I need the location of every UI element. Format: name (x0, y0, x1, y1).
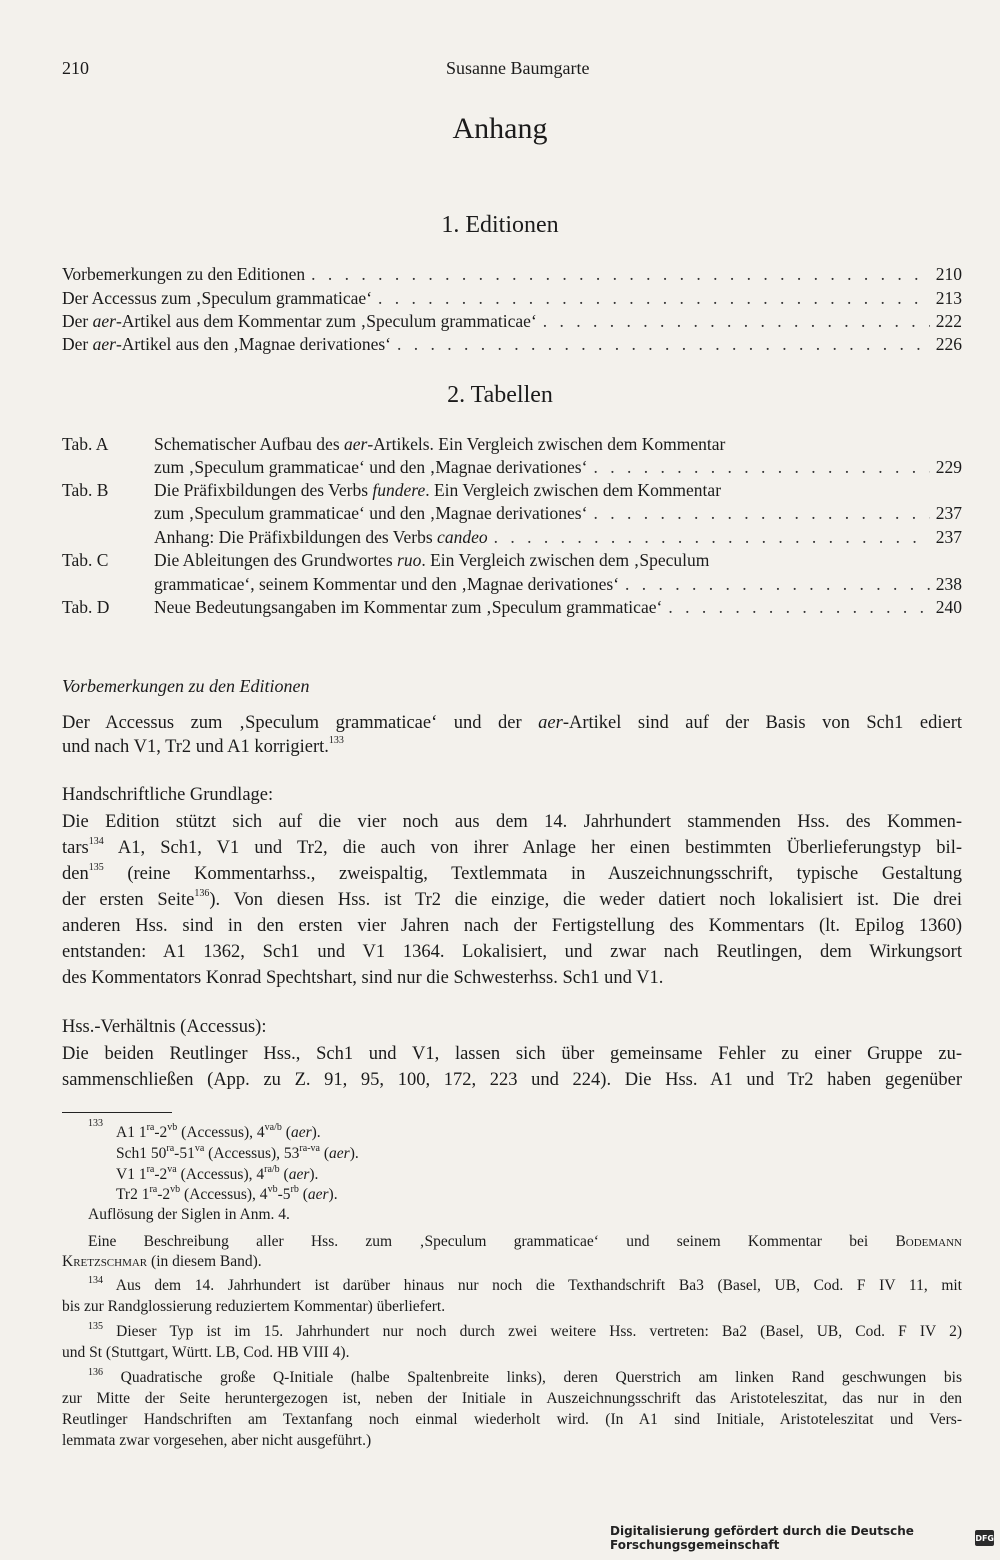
table-id: Tab. D (62, 597, 110, 617)
footnote-ref[interactable]: 135 (88, 862, 104, 873)
leader-dots (311, 264, 930, 285)
body-text-line: des Kommentators Konrad Spechtshart, sind nur die Schwesterhss. Sch1 und V1. (62, 968, 664, 988)
leader-dots (625, 574, 930, 595)
footer-credit: Digitalisierung gefördert durch die Deutsche Forschungsgemeinschaft (610, 1524, 914, 1552)
section-title: Vorbemerkungen zu den Editionen (62, 676, 310, 696)
body-text-line: Die Edition stützt sich auf die vier noch aus dem 14. Jahrhundert stammenden Hss. des Kommen- (62, 812, 962, 832)
table-id: Tab. C (62, 550, 109, 570)
footnote-siglum-line: A1 $1^{ra}-2^{vb}$ (Accessus), $4^{va/b}$ (aer). (116, 1122, 321, 1141)
table-entry-page: 237 (935, 503, 962, 523)
toc-entry-label: Vorbemerkungen zu den Editionen (62, 264, 306, 284)
footnote-number: 133 (88, 1118, 103, 1129)
footnote-text-line: Eine Beschreibung aller Hss. zum ‚Speculum grammaticae‘ und seinem Kommentar bei Bodemann (88, 1233, 962, 1250)
toc-entry[interactable] (62, 264, 962, 288)
footnote-text-line: $^{135}$ Dieser Typ ist im 15. Jahrhundert nur noch durch zwei weitere Hss. vertreten: Ba2 (Basel, UB, Cod. F IV 2) (88, 1321, 962, 1340)
footnote-number: 136 (88, 1367, 103, 1378)
toc-entry-label: Der aer-Artikel aus den ‚Magnae derivationes‘ (62, 334, 391, 354)
table-entry[interactable]: Anhang: Die Präfixbildungen des Verbs candeo . . . 237 (154, 527, 962, 551)
leader-dots (494, 527, 930, 548)
footnote-text-line: Reutlinger Handschriften am Textanfang noch einmal wiederholt wird. (In A1 sind Initiale, Aristoteleszitat und Vers- (62, 1411, 962, 1428)
footnote-text-line: Auflösung der Siglen in Anm. 4. (88, 1206, 290, 1223)
footnote-siglum-line: Sch1 $50^{ra}-51^{va}$ (Accessus), $53^{ra-va}$ (aer). (116, 1143, 359, 1162)
toc-entry-page: 213 (935, 288, 962, 308)
table-title-line: Die Präfixbildungen des Verbs fundere. Ein Vergleich zwischen dem Kommentar (154, 480, 722, 500)
subsection-heading: Hss.-Verhältnis (Accessus): (62, 1017, 267, 1037)
toc-entry-page: 222 (935, 311, 962, 331)
editions-heading: 1. Editionen (441, 212, 559, 238)
tables-heading: 2. Tabellen (447, 382, 553, 408)
table-entry[interactable]: zum ‚Speculum grammaticae‘ und den ‚Magnae derivationes‘ . . . 229 (154, 457, 962, 481)
running-header (62, 58, 962, 82)
footnote-text-line: und St (Stuttgart, Württ. LB, Cod. HB VIII 4). (62, 1344, 350, 1361)
footnote-ref[interactable]: 134 (88, 836, 104, 847)
footnote-ref[interactable]: 136 (194, 888, 210, 899)
toc-entry[interactable] (62, 334, 962, 358)
page-title: Anhang (452, 112, 548, 145)
body-text-line: der ersten Seite$^{136}$). Von diesen Hss. ist Tr2 die einzige, die weder datiert noch lokalisiert ist. Die drei (62, 888, 962, 910)
body-text-line: Die beiden Reutlinger Hss., Sch1 und V1, lassen sich über gemeinsame Fehler zu einer Gruppe zu- (62, 1044, 962, 1064)
footnote-rule (62, 1112, 172, 1113)
footnote-text-line: lemmata zwar vorgesehen, aber nicht ausgeführt.) (62, 1432, 372, 1449)
footnote-siglum-line: V1 $1^{ra}-2^{va}$ (Accessus), $4^{ra/b}$ (aer). (116, 1164, 319, 1183)
table-entry-page: 237 (935, 527, 962, 547)
toc-entry[interactable] (62, 288, 962, 312)
table-entry-page: 240 (935, 597, 962, 617)
footnote-number: 134 (88, 1275, 103, 1286)
leader-dots (593, 503, 929, 524)
toc-entry-page: 226 (935, 334, 962, 354)
dfg-logo-icon: DFG (975, 1530, 994, 1546)
table-title-line: Die Ableitungen des Grundwortes ruo. Ein Vergleich zwischen dem ‚Speculum (154, 550, 710, 570)
subsection-heading: Handschriftliche Grundlage: (62, 785, 274, 805)
body-text-line: Der Accessus zum ‚Speculum grammaticae‘ und der aer-Artikel sind auf der Basis von Sch1 ediert (62, 713, 962, 733)
table-entry-page: 238 (935, 574, 962, 594)
table-entry[interactable]: grammaticae‘, seinem Kommentar und den ‚Magnae derivationes‘ . . . 238 (154, 574, 962, 598)
footnote-text-line: bis zur Randglossierung reduziertem Kommentar) überliefert. (62, 1298, 446, 1315)
body-text-line: tars$^{134}$ A1, Sch1, V1 und Tr2, die auch von ihrer Anlage her einen bestimmten Überlieferungstyp bil- (62, 836, 962, 858)
body-text-line: und nach V1, Tr2 und A1 korrigiert.$^{133}$ (62, 735, 344, 757)
leader-dots (543, 311, 930, 332)
table-id: Tab. A (62, 434, 109, 454)
toc-entry-label: Der Accessus zum ‚Speculum grammaticae‘ (62, 288, 373, 308)
table-entry[interactable]: zum ‚Speculum grammaticae‘ und den ‚Magnae derivationes‘ . . . 237 (154, 503, 962, 527)
table-entry[interactable]: Neue Bedeutungsangaben im Kommentar zum ‚Speculum grammaticae‘ . . . 240 (154, 597, 962, 621)
digitization-footer (610, 1526, 1000, 1550)
footnote-text-line: $^{136}$ Quadratische große Q-Initiale (halbe Spaltenbreite links), deren Querstrich am linken Rand geschwungen bis (88, 1367, 962, 1386)
toc-entry[interactable] (62, 311, 962, 335)
toc-entry-page: 210 (935, 264, 962, 284)
footnote-text-line: Kretzschmar (in diesem Band). (62, 1253, 262, 1270)
leader-dots (397, 334, 930, 355)
footnote-text-line: zur Mitte der Seite heruntergezogen ist, neben der Initiale in Auszeichnungsschrift das Aristoteleszitat, das nur in den (62, 1390, 962, 1407)
table-title-line: Schematischer Aufbau des aer-Artikels. Ein Vergleich zwischen dem Kommentar (154, 434, 726, 454)
leader-dots (593, 457, 929, 478)
table-entry-page: 229 (935, 457, 962, 477)
footnote-siglum-line: Tr2 $1^{ra}-2^{vb}$ (Accessus), $4^{vb}-5^{rb}$ (aer). (116, 1184, 338, 1203)
toc-entry-label: Der aer-Artikel aus dem Kommentar zum ‚Speculum grammaticae‘ (62, 311, 537, 331)
footnote-ref[interactable]: 133 (328, 735, 344, 746)
table-id: Tab. B (62, 480, 109, 500)
footnote-number: 135 (88, 1321, 103, 1332)
running-author: Susanne Baumgarte (446, 58, 590, 78)
body-text-line: anderen Hss. sind in den ersten vier Jahren nach der Fertigstellung des Kommentars (lt. Epilog 1360) (62, 916, 962, 936)
body-text-line: sammenschließen (App. zu Z. 91, 95, 100, 172, 223 und 224). Die Hss. A1 und Tr2 haben gegenüber (62, 1070, 962, 1090)
body-text-line: entstanden: A1 1362, Sch1 und V1 1364. Lokalisiert, und zwar nach Reutlingen, dem Wirkungsort (62, 942, 962, 962)
footnote-text-line: $^{134}$ Aus dem 14. Jahrhundert ist darüber hinaus nur noch die Texthandschrift Ba3 (Basel, UB, Cod. F IV 11, mit (88, 1275, 962, 1294)
leader-dots (378, 288, 930, 309)
leader-dots (668, 597, 929, 618)
page-number: 210 (62, 58, 89, 78)
body-text-line: den$^{135}$ (reine Kommentarhss., zweispaltig, Textlemmata in Auszeichnungsschrift, typische Gestaltung (62, 862, 962, 884)
